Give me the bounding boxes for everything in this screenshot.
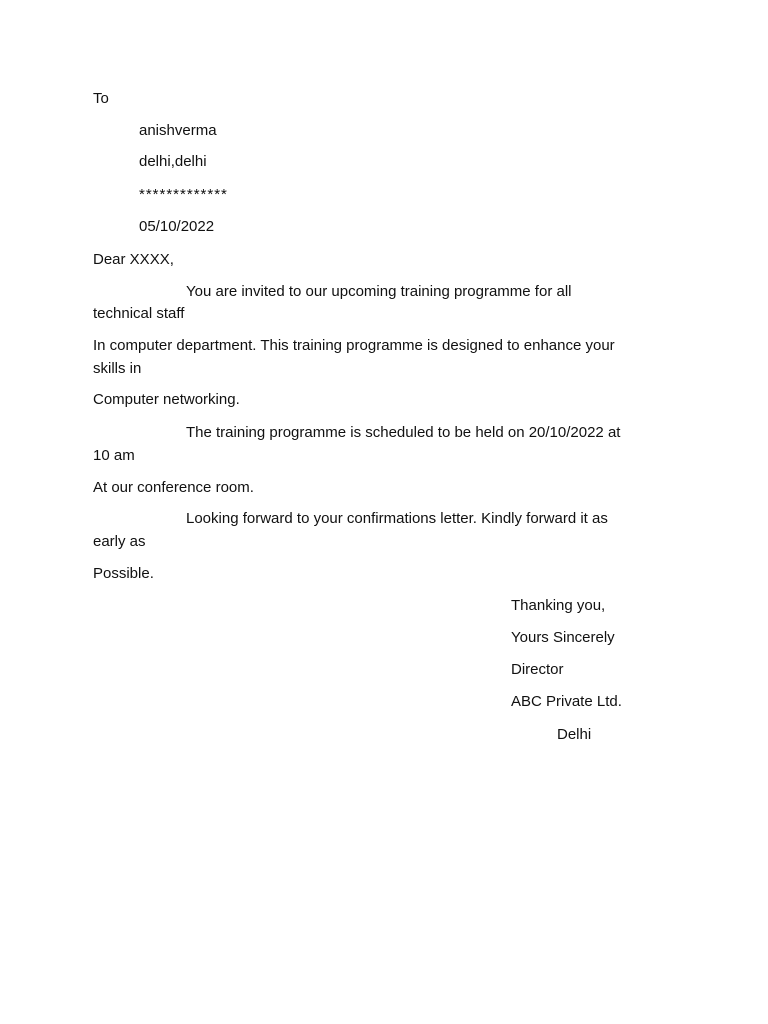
salutation: Dear XXXX,: [93, 251, 174, 268]
sender-company: ABC Private Ltd.: [511, 693, 622, 710]
recipient-city: delhi,delhi: [139, 153, 207, 170]
body-paragraph-4-line-1: The training programme is scheduled to be held on 20/10/2022 at: [186, 424, 621, 441]
body-paragraph-6-line-2: early as: [93, 533, 146, 550]
body-paragraph-1-line-1: You are invited to our upcoming training programme for all: [186, 283, 572, 300]
body-paragraph-2-line-2: skills in: [93, 360, 142, 377]
body-paragraph-4-line-2: 10 am: [93, 447, 135, 464]
letter-date: 05/10/2022: [139, 218, 215, 235]
recipient-masked-line: *************: [139, 186, 228, 203]
sender-city: Delhi: [557, 726, 592, 743]
body-paragraph-2-line-1: In computer department. This training programme is designed to enhance your: [93, 337, 615, 354]
body-paragraph-1-line-2: technical staff: [93, 305, 185, 322]
recipient-name: anishverma: [139, 122, 217, 139]
body-paragraph-7: Possible.: [93, 565, 154, 582]
to-label: To: [93, 90, 109, 107]
closing-thanks: Thanking you,: [511, 597, 606, 614]
body-paragraph-6-line-1: Looking forward to your confirmations letter. Kindly forward it as: [186, 510, 608, 527]
closing-sincerely: Yours Sincerely: [511, 629, 615, 646]
body-paragraph-3: Computer networking.: [93, 391, 240, 408]
body-paragraph-5: At our conference room.: [93, 479, 254, 496]
sender-title: Director: [511, 661, 564, 678]
